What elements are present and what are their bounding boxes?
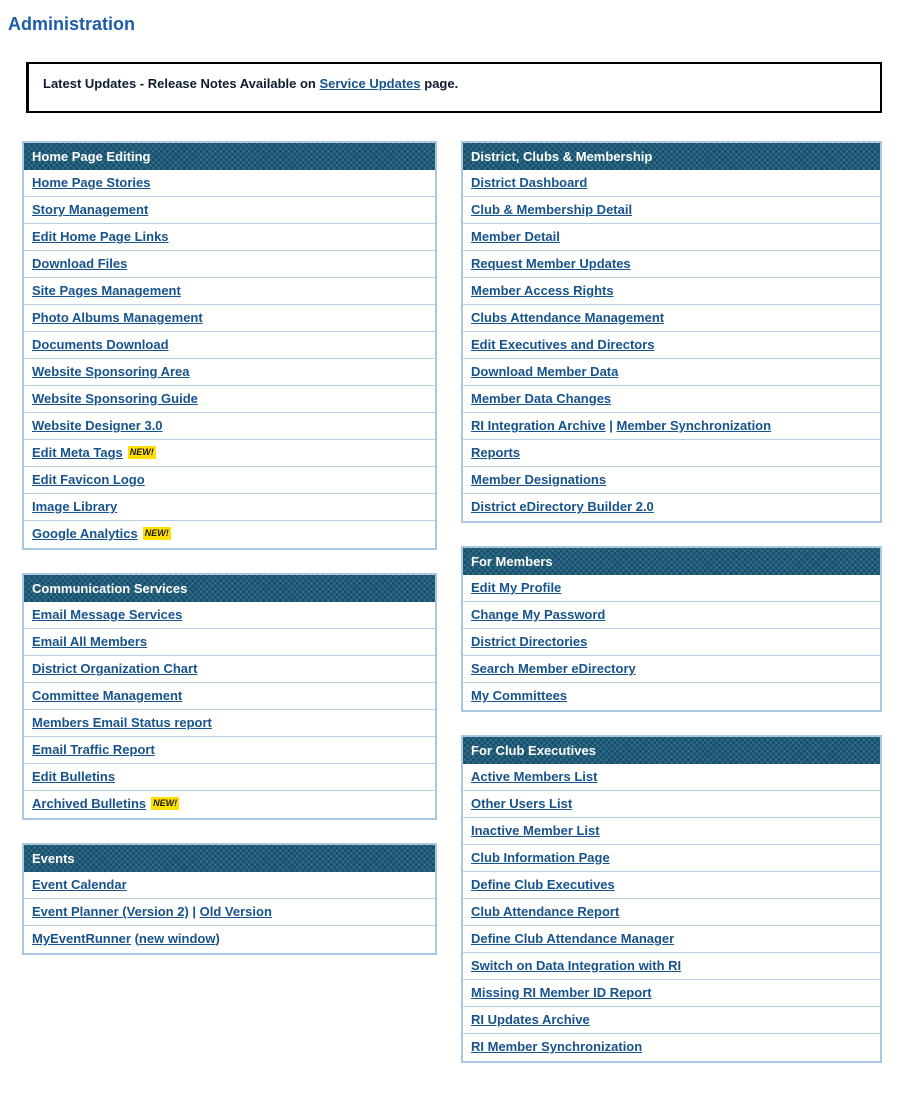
link-member-detail[interactable]: Member Detail [471, 229, 560, 244]
link-request-member-updates[interactable]: Request Member Updates [471, 256, 631, 271]
panel-for-members [461, 546, 882, 712]
link-reports[interactable]: Reports [471, 445, 521, 460]
list-item [463, 1034, 880, 1061]
list-item [463, 305, 880, 332]
link-ri-updates-archive[interactable]: RI Updates Archive [471, 1012, 590, 1027]
list-item [463, 440, 880, 467]
list-item [24, 899, 435, 926]
list-item [463, 791, 880, 818]
list-item [463, 872, 880, 899]
link-event-planner-version-2[interactable]: Event Planner (Version 2) [32, 904, 189, 919]
link-define-club-executives[interactable]: Define Club Executives [471, 877, 615, 892]
link-active-members-list[interactable]: Active Members List [471, 769, 598, 784]
list-item [463, 980, 880, 1007]
link-documents-download[interactable]: Documents Download [32, 337, 169, 352]
list-item [463, 413, 880, 440]
link-my-committees[interactable]: My Committees [471, 688, 568, 703]
list-item [24, 413, 435, 440]
link-myeventrunner[interactable]: MyEventRunner [32, 931, 131, 946]
panel-home-page-editing [22, 141, 437, 550]
link-site-pages-management[interactable]: Site Pages Management [32, 283, 181, 298]
panel-columns [22, 141, 900, 1086]
list-item [463, 224, 880, 251]
link-google-analytics[interactable]: Google Analytics [32, 526, 138, 541]
panel-header: Home Page Editing [24, 143, 435, 170]
list-item [24, 629, 435, 656]
new-badge: NEW! [129, 447, 154, 457]
link-missing-ri-member-id-report[interactable]: Missing RI Member ID Report [471, 985, 652, 1000]
list-item [463, 467, 880, 494]
link-district-dashboard[interactable]: District Dashboard [471, 175, 588, 190]
list-item [24, 710, 435, 737]
list-item [24, 332, 435, 359]
list-item [463, 197, 880, 224]
separator-text: | [188, 904, 200, 919]
list-item [24, 602, 435, 629]
page-title: Administration [8, 14, 136, 34]
list-item [463, 494, 880, 521]
link-change-my-password[interactable]: Change My Password [471, 607, 606, 622]
link-download-files[interactable]: Download Files [32, 256, 128, 271]
list-item [463, 629, 880, 656]
list-item [463, 899, 880, 926]
service-updates-link[interactable]: Service Updates [319, 76, 421, 91]
latest-updates-notice [26, 62, 882, 113]
list-item [24, 359, 435, 386]
list-item [463, 818, 880, 845]
notice-prefix-text: Latest Updates - Release Notes Available on [43, 76, 320, 91]
panel-events [22, 843, 437, 955]
link-members-email-status-report[interactable]: Members Email Status report [32, 715, 212, 730]
list-item [24, 305, 435, 332]
list-item [24, 440, 435, 467]
panel-header: For Members [463, 548, 880, 575]
list-item [24, 494, 435, 521]
panel-communication-services [22, 573, 437, 820]
notice-suffix-text: page. [420, 76, 459, 91]
link-club-information-page[interactable]: Club Information Page [471, 850, 610, 865]
link-other-users-list[interactable]: Other Users List [471, 796, 573, 811]
list-item [463, 575, 880, 602]
link-event-calendar[interactable]: Event Calendar [32, 877, 127, 892]
panel-header: District, Clubs & Membership [463, 143, 880, 170]
link-download-member-data[interactable]: Download Member Data [471, 364, 619, 379]
separator-text: ( [130, 931, 139, 946]
list-item [24, 656, 435, 683]
link-club-membership-detail[interactable]: Club & Membership Detail [471, 202, 633, 217]
list-item [24, 872, 435, 899]
panel-header: For Club Executives [463, 737, 880, 764]
right-column [461, 141, 882, 1086]
list-item [463, 656, 880, 683]
list-item [463, 332, 880, 359]
list-item [24, 278, 435, 305]
link-story-management[interactable]: Story Management [32, 202, 149, 217]
link-district-edirectory-builder-2-0[interactable]: District eDirectory Builder 2.0 [471, 499, 654, 514]
link-district-directories[interactable]: District Directories [471, 634, 588, 649]
separator-text: | [605, 418, 617, 433]
link-archived-bulletins[interactable]: Archived Bulletins [32, 796, 147, 811]
list-item [463, 683, 880, 710]
link-photo-albums-management[interactable]: Photo Albums Management [32, 310, 203, 325]
list-item [463, 1007, 880, 1034]
link-edit-executives-and-directors[interactable]: Edit Executives and Directors [471, 337, 655, 352]
list-item [463, 953, 880, 980]
link-define-club-attendance-manager[interactable]: Define Club Attendance Manager [471, 931, 675, 946]
list-item [463, 170, 880, 197]
list-item [24, 251, 435, 278]
link-search-member-edirectory[interactable]: Search Member eDirectory [471, 661, 636, 676]
link-home-page-stories[interactable]: Home Page Stories [32, 175, 151, 190]
list-item [24, 764, 435, 791]
panel-for-club-executives [461, 735, 882, 1063]
list-item [463, 926, 880, 953]
list-item [463, 764, 880, 791]
separator-text: ) [215, 931, 220, 946]
link-ri-member-synchronization[interactable]: RI Member Synchronization [471, 1039, 643, 1054]
list-item [24, 386, 435, 413]
list-item [24, 737, 435, 764]
link-member-access-rights[interactable]: Member Access Rights [471, 283, 614, 298]
link-edit-bulletins[interactable]: Edit Bulletins [32, 769, 116, 784]
new-badge: NEW! [153, 798, 178, 808]
list-item [24, 521, 435, 548]
list-item [463, 278, 880, 305]
link-edit-meta-tags[interactable]: Edit Meta Tags [32, 445, 123, 460]
list-item [24, 926, 435, 953]
link-switch-on-data-integration-with-ri[interactable]: Switch on Data Integration with RI [471, 958, 682, 973]
link-email-traffic-report[interactable]: Email Traffic Report [32, 742, 155, 757]
list-item [463, 251, 880, 278]
link-edit-home-page-links[interactable]: Edit Home Page Links [32, 229, 169, 244]
list-item [24, 467, 435, 494]
list-item [463, 386, 880, 413]
list-item [463, 602, 880, 629]
link-clubs-attendance-management[interactable]: Clubs Attendance Management [471, 310, 665, 325]
link-committee-management[interactable]: Committee Management [32, 688, 183, 703]
list-item [24, 224, 435, 251]
link-ri-integration-archive[interactable]: RI Integration Archive [471, 418, 606, 433]
link-image-library[interactable]: Image Library [32, 499, 118, 514]
list-item [463, 359, 880, 386]
link-edit-favicon-logo[interactable]: Edit Favicon Logo [32, 472, 145, 487]
link-email-all-members[interactable]: Email All Members [32, 634, 148, 649]
link-district-organization-chart[interactable]: District Organization Chart [32, 661, 198, 676]
link-club-attendance-report[interactable]: Club Attendance Report [471, 904, 620, 919]
link-old-version[interactable]: Old Version [199, 904, 272, 919]
panel-district-clubs-membership [461, 141, 882, 523]
list-item [24, 170, 435, 197]
link-website-designer-3-0[interactable]: Website Designer 3.0 [32, 418, 163, 433]
link-member-data-changes[interactable]: Member Data Changes [471, 391, 612, 406]
new-badge: NEW! [144, 528, 169, 538]
panel-header: Events [24, 845, 435, 872]
list-item [24, 683, 435, 710]
list-item [24, 791, 435, 818]
link-member-designations[interactable]: Member Designations [471, 472, 607, 487]
link-new-window[interactable]: new window [138, 931, 216, 946]
link-member-synchronization[interactable]: Member Synchronization [616, 418, 772, 433]
list-item [24, 197, 435, 224]
list-item [463, 845, 880, 872]
link-edit-my-profile[interactable]: Edit My Profile [471, 580, 562, 595]
left-column [22, 141, 437, 1086]
link-website-sponsoring-area[interactable]: Website Sponsoring Area [32, 364, 190, 379]
panel-header: Communication Services [24, 575, 435, 602]
link-website-sponsoring-guide[interactable]: Website Sponsoring Guide [32, 391, 198, 406]
link-inactive-member-list[interactable]: Inactive Member List [471, 823, 600, 838]
link-email-message-services[interactable]: Email Message Services [32, 607, 183, 622]
